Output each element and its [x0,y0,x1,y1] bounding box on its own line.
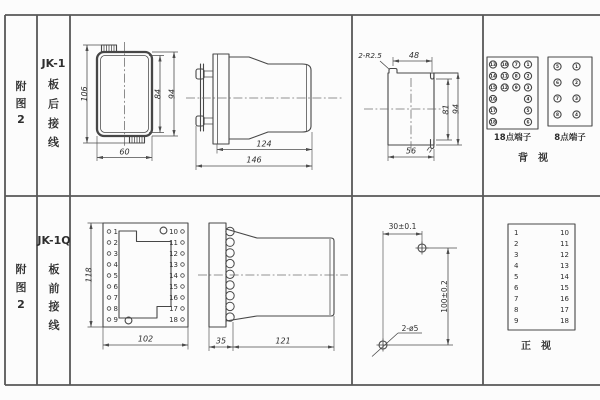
wiring-label-1: 板 [48,263,60,276]
terminal-bumps [226,227,234,321]
wiring-label-3: 接 [48,117,59,130]
mounting-flange [213,54,229,144]
front-pin: 12 [169,250,178,258]
terminal-table [508,224,575,352]
t18-pin: 16 [490,97,496,103]
table-pin: 7 [514,295,519,303]
t8-pin: 7 [556,97,559,103]
table-pin: 9 [514,317,519,325]
table-pin: 8 [514,306,519,314]
radius-callout: 2-R2.5 [358,51,382,60]
wiring-label-4: 线 [48,319,60,332]
wiring-label-2: 前 [48,282,60,295]
row-jk1q [16,222,576,357]
front-pin: 6 [113,283,118,291]
t8-pin: 2 [575,81,578,87]
front-view-drawing [85,223,189,350]
table-pin: 15 [560,284,569,292]
terminal-diagram-18pt [487,57,538,143]
fig-label-2: 图 [15,97,27,110]
dim-front-height: 118 [84,267,94,283]
relay-body-outline [119,231,171,318]
dim-cutout-inner-h: 81 [441,104,451,115]
dim-total-length: 146 [246,155,262,165]
dim-inner-height: 84 [153,88,163,100]
front-pin: 4 [113,261,118,269]
front-pin: 15 [169,283,178,291]
t18-pin: 3 [526,86,530,92]
panel-cutout-drawing [358,51,462,161]
table-pin: 6 [514,284,519,292]
front-pin: 9 [113,316,118,324]
front-pin: 18 [169,316,178,324]
terminal-screw-bottom [196,116,213,126]
front-pin: 1 [113,228,118,236]
hatched-tab-bottom [130,136,145,144]
dim-front-width: 102 [137,334,154,344]
table-pin: 11 [560,240,569,248]
t18-pin: 7 [514,63,518,69]
t18-pin: 8 [514,74,518,80]
dim-body-depth: 121 [275,336,291,346]
table-pin: 14 [560,273,569,281]
t18-pin: 15 [490,86,496,92]
terminal-8-caption: 8点端子 [554,133,586,143]
rear-view-label: 背 视 [518,153,548,164]
front-view-label: 正 视 [521,341,551,352]
dim-body-length: 124 [256,139,272,149]
table-pin: 18 [560,317,569,325]
t18-pin: 11 [501,74,508,80]
dim-hole-spacing-y: 100±0.2 [440,280,449,313]
table-pin: 1 [514,229,519,237]
t18-pin: 5 [526,109,530,115]
wiring-label-2: 后 [48,97,59,111]
fig-label-3: 2 [17,298,25,311]
table-pin: 3 [514,251,519,259]
fig-label-1: 附 [15,263,27,276]
t8-pin: 5 [556,65,559,71]
dim-overall-height: 106 [80,86,89,102]
terminal-18-caption: 18点端子 [493,133,532,143]
t18-pin: 18 [490,120,496,126]
t18-pin: 9 [514,86,518,92]
t18-pin: 17 [490,109,496,115]
t8-pin: 8 [556,113,559,119]
t18-pin: 14 [490,74,496,80]
t18-pin: 1 [526,63,530,69]
front-pin: 16 [169,294,178,302]
wiring-label-1: 板 [48,78,59,91]
dim-cutout-bottom: 56 [405,146,417,156]
front-pin: 11 [169,239,178,247]
dim-plate-depth: 35 [215,336,227,346]
table-pin: 16 [560,295,569,303]
table-pin: 2 [514,240,519,248]
dim-outer-height: 94 [167,88,177,100]
slot-top [431,74,434,80]
side-view-drawing [186,54,344,170]
model-cell [41,57,66,149]
t18-pin: 10 [501,63,508,69]
rear-view-drawing [80,42,178,161]
dim-width-60: 60 [119,147,130,157]
front-pin: 14 [169,272,178,280]
front-pin: 17 [169,305,178,313]
front-pin: 5 [113,272,118,280]
hatched-tab-top [102,45,117,53]
front-pin: 13 [169,261,178,269]
hole-diameter-callout: 2-ø5 [401,324,419,333]
fig-label-1: 附 [15,80,27,93]
wiring-label-4: 线 [48,136,59,149]
table-pin: 17 [560,306,569,314]
mounting-hole-top [160,227,167,234]
dim-cutout-outer-h: 94 [451,103,461,115]
t18-pin: 6 [526,120,530,126]
table-pin: 12 [560,251,569,259]
t18-pin: 4 [526,97,530,103]
front-pin: 3 [113,250,118,258]
terminal-screw-top [196,69,213,79]
t8-pin: 1 [575,65,578,71]
t18-pin: 2 [526,74,530,80]
front-pin: 10 [169,228,178,236]
model-label: JK-1 [41,57,66,70]
t18-pin: 12 [501,86,508,92]
fig-label-3: 2 [17,113,25,126]
dim-hole-spacing-x: 30±0.1 [388,222,417,231]
front-pin: 8 [113,305,118,313]
model-label: JK-1Q [37,234,71,247]
t8-pin: 4 [575,113,578,119]
fig-label-2: 图 [15,281,27,294]
wiring-label-3: 接 [48,300,60,313]
figure-number-cell [16,79,27,126]
side-view-jk1q-drawing [198,223,348,351]
t18-pin: 13 [490,63,496,69]
table-pin: 4 [514,262,519,270]
drilling-plan-drawing [372,222,457,357]
row-jk1 [16,42,593,170]
slot-bottom [427,140,434,153]
model-cell-2 [36,234,70,332]
terminal-diagram-8pt [548,57,592,143]
table-pin: 10 [560,229,569,237]
table-pin: 5 [514,273,519,281]
t8-pin: 6 [556,81,559,87]
table-pin: 13 [560,262,569,270]
t8-pin: 3 [575,97,578,103]
dim-cutout-top: 48 [408,51,420,60]
front-pin: 2 [113,239,118,247]
figure-number-cell-2 [16,262,27,311]
front-pin: 7 [113,294,118,302]
